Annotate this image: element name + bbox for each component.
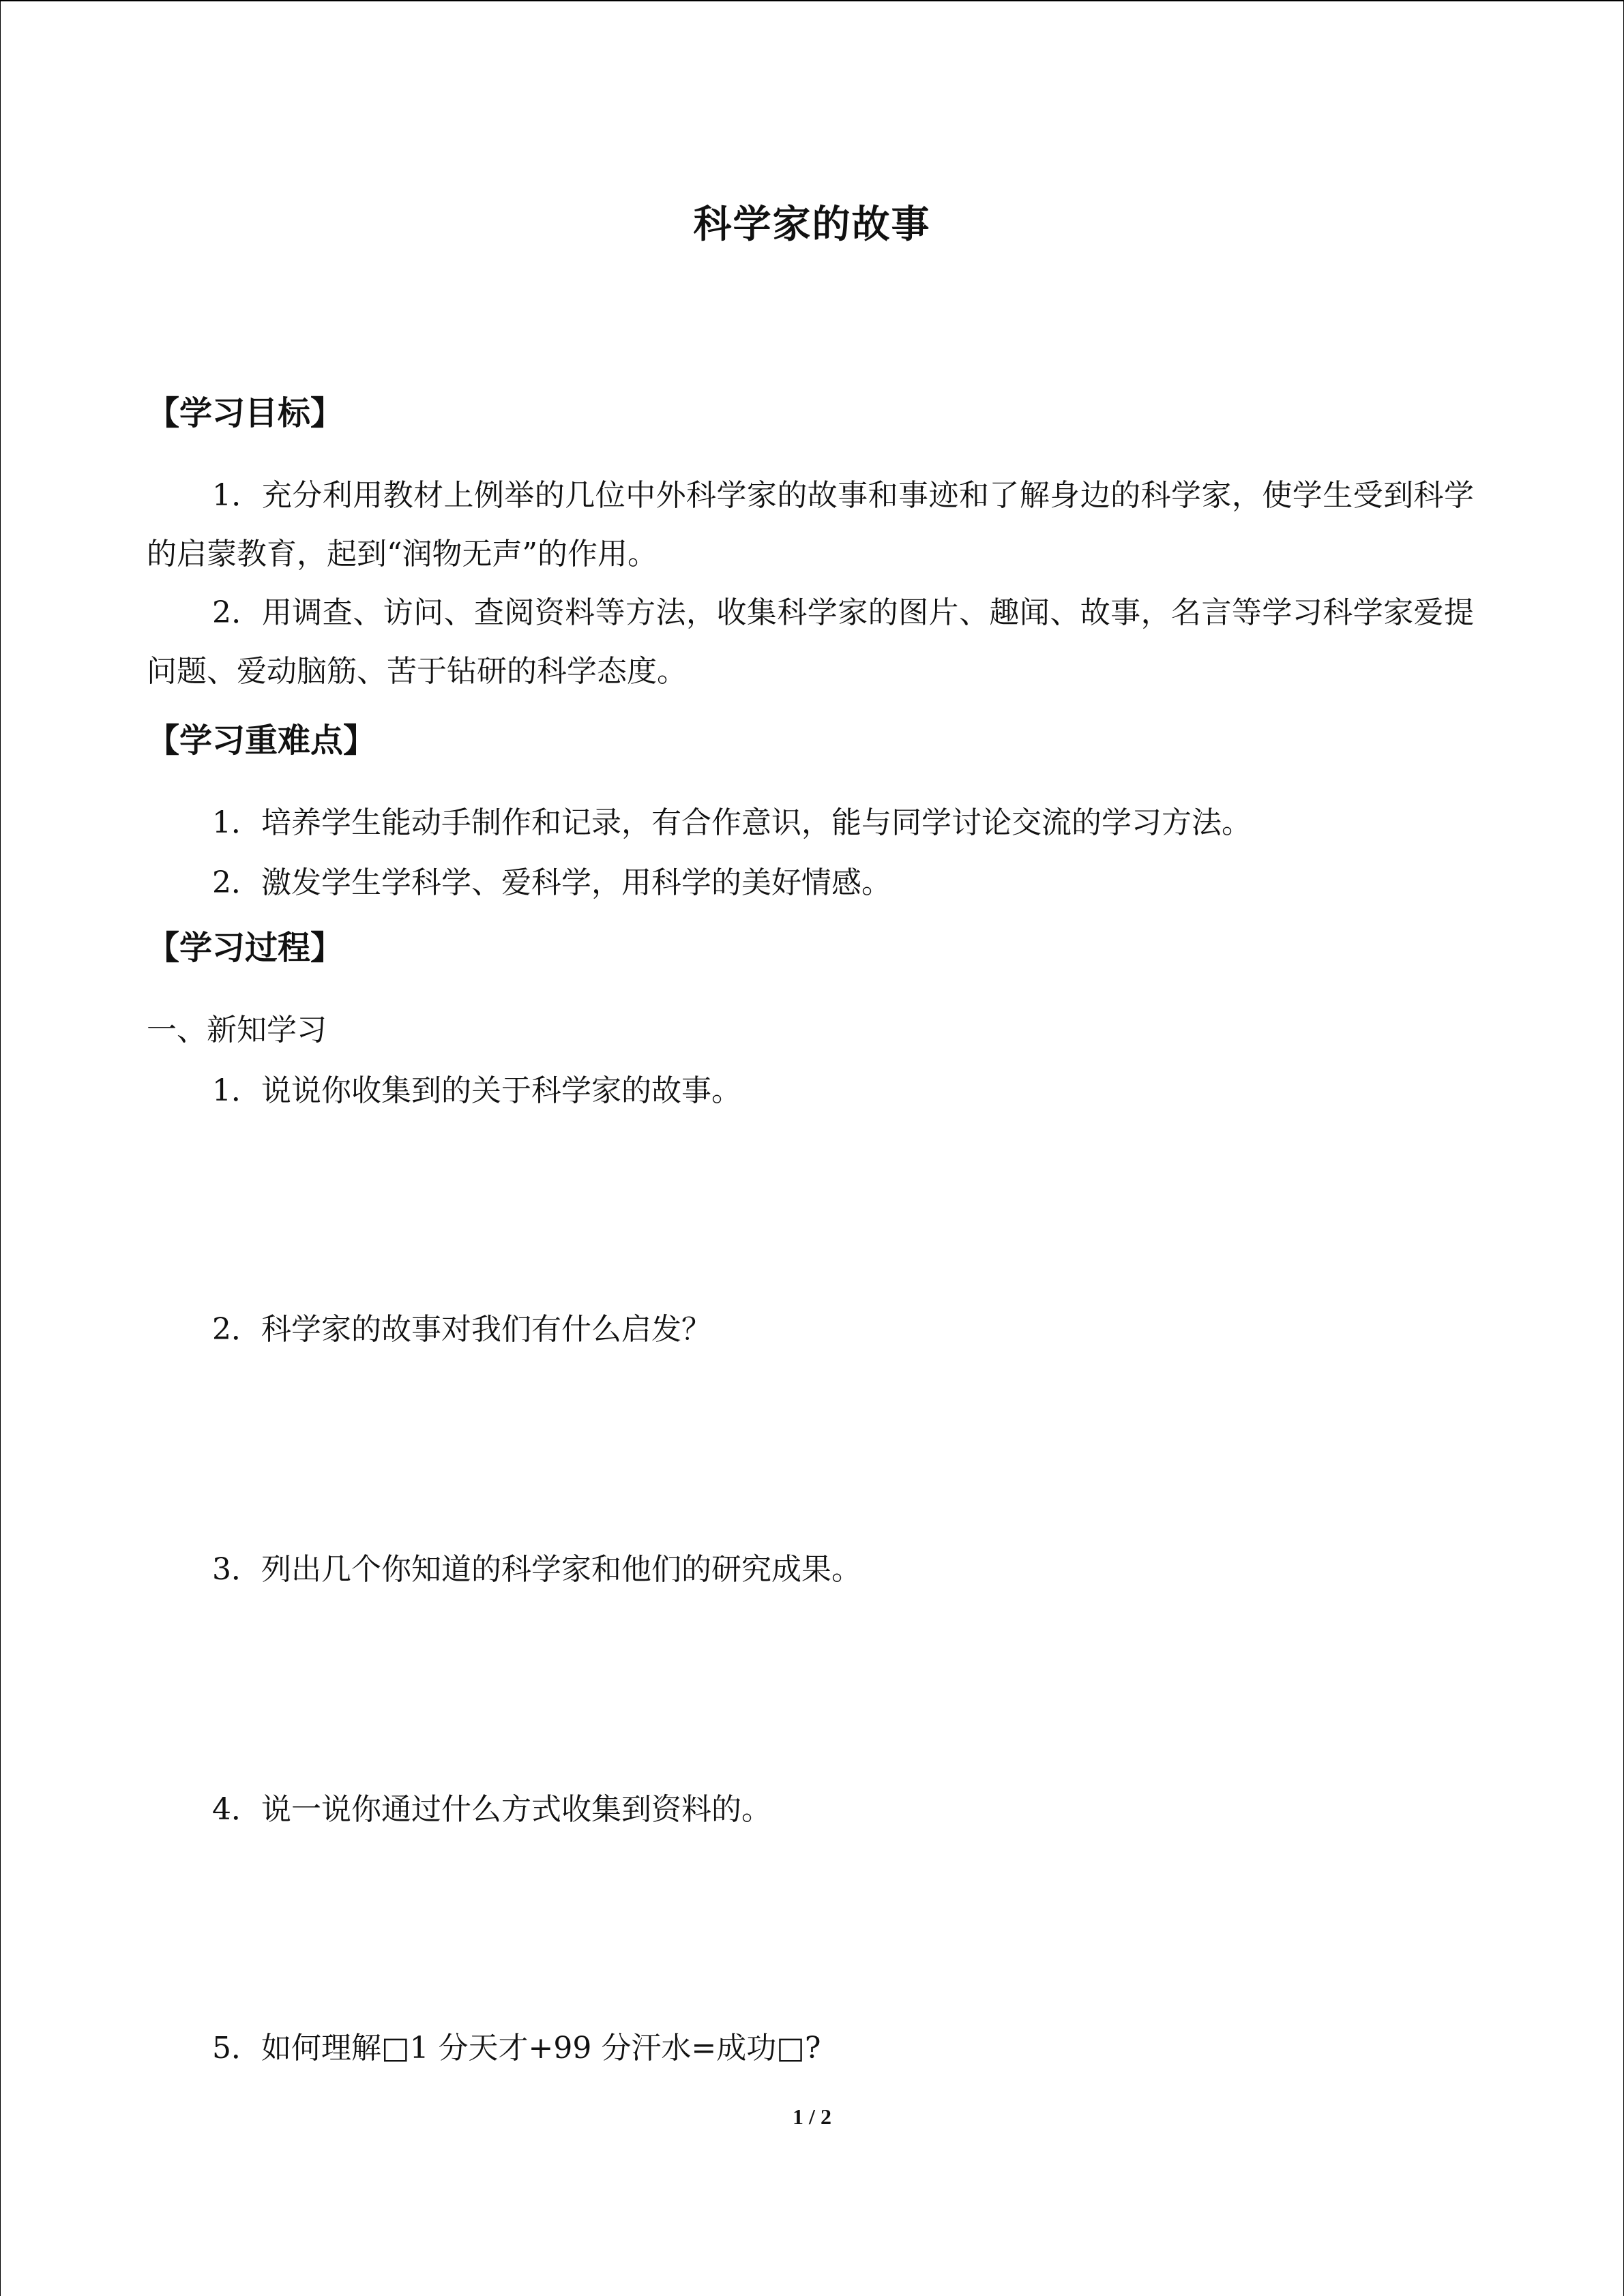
objective-item-1: 1．充分利用教材上例举的几位中外科学家的故事和事迹和了解身边的科学家，使学生受到科学的启蒙教育，起到“润物无声”的作用。 bbox=[147, 478, 1474, 571]
subheading-new-knowledge: 一、新知学习 bbox=[147, 1013, 327, 1047]
section-heading-process: 【学习过程】 bbox=[147, 929, 344, 967]
document-title: 科学家的故事 bbox=[693, 203, 931, 247]
page-number: 1 / 2 bbox=[793, 2104, 831, 2129]
section-heading-key-points: 【学习重难点】 bbox=[147, 721, 377, 760]
question-item-5: 5．如何理解□1 分天才+99 分汗水=成功□? bbox=[212, 2031, 821, 2066]
question-item-3: 3．列出几个你知道的科学家和他们的研究成果。 bbox=[212, 1552, 861, 1587]
key-point-item-1: 1．培养学生能动手制作和记录，有合作意识，能与同学讨论交流的学习方法。 bbox=[212, 805, 1252, 840]
question-item-1: 1．说说你收集到的关于科学家的故事。 bbox=[212, 1073, 741, 1108]
objective-item-2: 2．用调查、访问、查阅资料等方法，收集科学家的图片、趣闻、故事，名言等学习科学家爱提问题、爱动脑筋、苦于钻研的科学态度。 bbox=[147, 595, 1474, 689]
key-point-item-2: 2．激发学生学科学、爱科学，用科学的美好情感。 bbox=[212, 865, 891, 900]
question-item-4: 4．说一说你通过什么方式收集到资料的。 bbox=[212, 1792, 771, 1827]
section-heading-objectives: 【学习目标】 bbox=[147, 394, 344, 432]
question-item-2: 2．科学家的故事对我们有什么启发？ bbox=[212, 1312, 711, 1347]
